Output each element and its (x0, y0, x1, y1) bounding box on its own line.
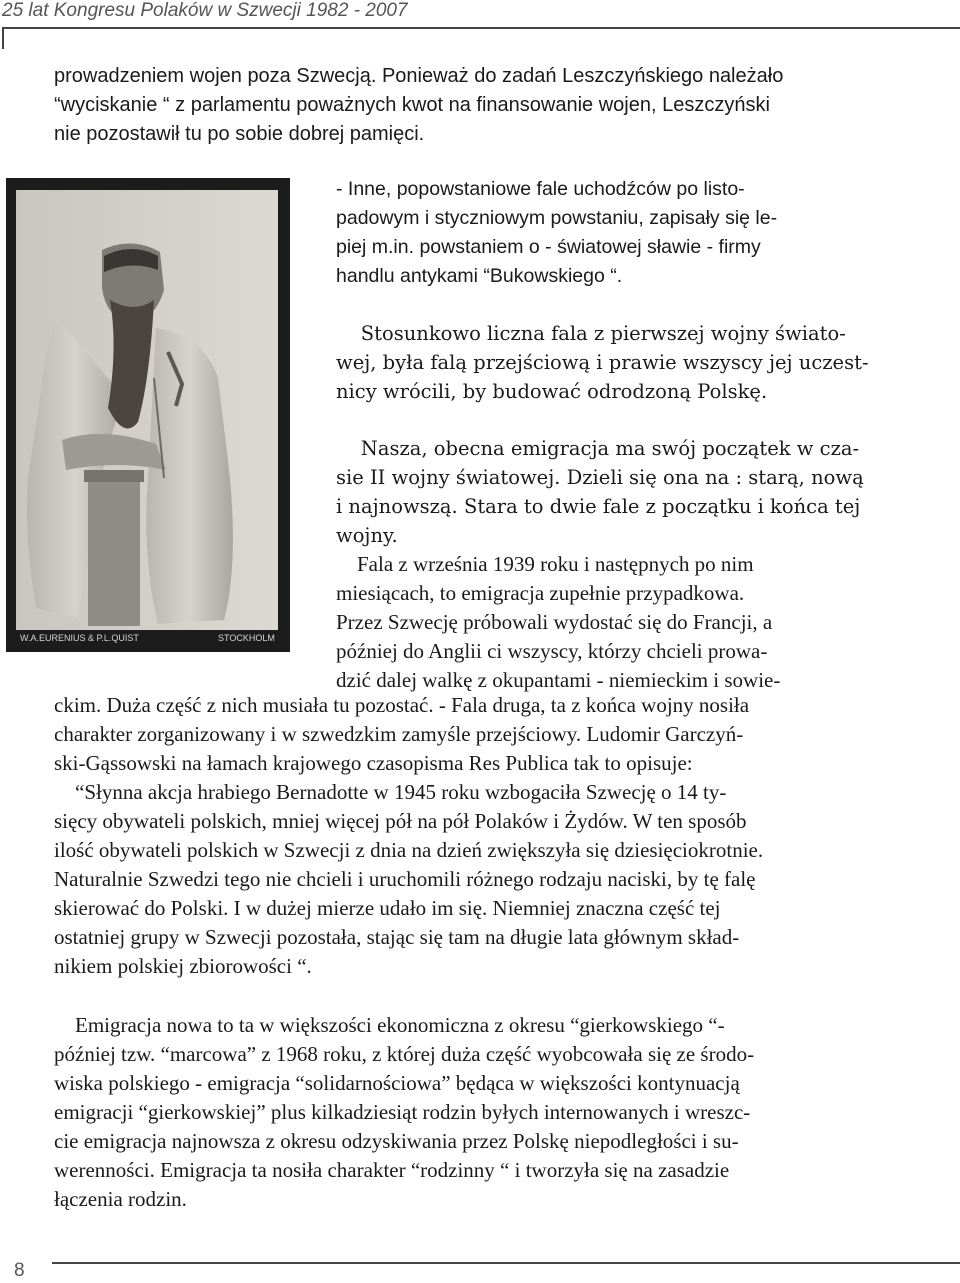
text-line: Stosunkowo liczna fala z pierwszej wojny świato- (336, 322, 846, 345)
intro-paragraph (54, 62, 854, 149)
text-line: nicy wrócili, by budować odrodzoną Polskę. (336, 380, 768, 403)
column-paragraph-3 (336, 434, 864, 695)
text-line: “wyciskanie “ z parlamentu poważnych kwot na finansowanie wojen, Leszczyński (54, 94, 770, 116)
column-paragraph-2 (336, 319, 869, 406)
text-line: Nasza, obecna emigracja ma swój początek w cza- (336, 437, 860, 460)
footer-rule (52, 1262, 960, 1264)
text-line: emigracji “gierkowskiej” plus kilkadziesiąt rodzin byłych internowanych i wreszc- (54, 1100, 751, 1124)
text-line: wiska polskiego - emigracja “solidarnościowa” będąca w większości kontynuacją (54, 1071, 740, 1095)
text-line: łączenia rodzin. (54, 1187, 187, 1211)
header-rule (2, 27, 960, 29)
quote-line: “Słynna akcja hrabiego Bernadotte w 1945 roku wzbogaciła Szwecję o 14 ty- (54, 780, 727, 804)
text-line: Fala z września 1939 roku i następnych po nim (336, 552, 754, 576)
text-line: ckim. Duża część z nich musiała tu pozostać. - Fala druga, ta z końca wojny nosiła (54, 693, 750, 717)
historical-portrait-photo (6, 178, 290, 652)
text-line: Emigracja nowa to ta w większości ekonomiczna z okresu “gierkowskiego “- (54, 1013, 725, 1037)
quote-line: sięcy obywateli polskich, mniej więcej pół na pół Polaków i Żydów. W ten sposób (54, 809, 747, 833)
text-line: później tzw. “marcowa” z 1968 roku, z której duża część wyobcowała się ze środo- (54, 1042, 755, 1066)
text-line: werenności. Emigracja ta nosiła charakter “rodzinny “ i tworzyła się na zasadzie (54, 1158, 730, 1182)
text-line: Przez Szwecję próbowali wydostać się do Francji, a (336, 610, 773, 634)
text-line: miesiącach, to emigracja zupełnie przypadkowa. (336, 581, 745, 605)
text-line: dzić dalej walkę z okupantami - niemieckim i sowie- (336, 668, 781, 692)
text-line: piej m.in. powstaniem o - światowej sławie - firmy (336, 236, 761, 258)
body-paragraph-5 (54, 1011, 840, 1214)
text-line: później do Anglii ci wszyscy, którzy chcieli prowa- (336, 639, 768, 663)
text-line: cie emigracja najnowsza z okresu odzyskiwania przez Polskę niepodległości i su- (54, 1129, 739, 1153)
column-paragraph-1 (336, 175, 838, 291)
header-rule-corner (2, 27, 4, 49)
quote-line: ilość obywateli polskich w Szwecji z dnia na dzień zwiększyła się dziesięciokrotnie. (54, 838, 764, 862)
text-line: wojny. (336, 524, 398, 547)
text-line: padowym i styczniowym powstaniu, zapisały się le- (336, 207, 778, 229)
text-line: i najnowszą. Stara to dwie fale z początku i końca tej (336, 495, 861, 518)
text-line: nie pozostawił tu po sobie dobrej pamięci. (54, 123, 425, 145)
quote-line: Naturalnie Szwedzi tego nie chcieli i uruchomili różnego rodzaju naciski, by tę falę (54, 867, 756, 891)
quote-line: ostatniej grupy w Szwecji pozostała, stając się tam na długie lata głównym skład- (54, 925, 740, 949)
text-line: charakter zorganizowany i w szwedzkim zamyśle przejściowy. Ludomir Garczyń- (54, 722, 744, 746)
body-paragraph-4 (54, 691, 840, 981)
running-header-title: 25 lat Kongresu Polaków w Szwecji 1982 - 2007 (2, 0, 408, 21)
text-line: handlu antykami “Bukowskiego “. (336, 265, 623, 287)
quote-line: nikiem polskiej zbiorowości “. (54, 954, 312, 978)
text-line: ski-Gąssowski na łamach krajowego czasopisma Res Publica tak to opisuje: (54, 751, 693, 775)
text-line: sie II wojny światowej. Dzieli się ona na : starą, nową (336, 466, 864, 489)
photo-city-caption: STOCKHOLM (218, 633, 275, 643)
page-number: 8 (14, 1260, 25, 1281)
text-line: - Inne, popowstaniowe fale uchodźców po listo- (336, 178, 745, 200)
text-line: prowadzeniem wojen poza Szwecją. Ponieważ do zadań Leszczyńskiego należało (54, 65, 784, 87)
text-line: wej, była falą przejściową i prawie wszyscy jej uczest- (336, 351, 869, 374)
quote-line: skierować do Polski. I w dużej mierze udało im się. Niemniej znaczna część tej (54, 896, 721, 920)
photo-studio-caption: W.A.EURENIUS & P.L.QUIST (20, 633, 139, 643)
